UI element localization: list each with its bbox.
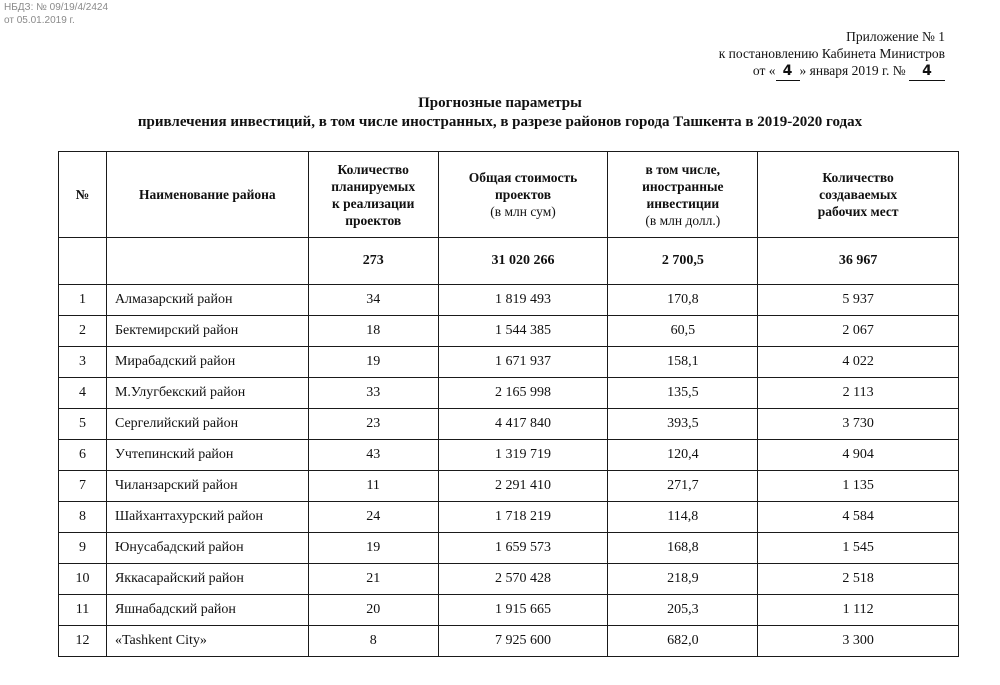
header-num: № (59, 152, 107, 238)
appendix-date-line (719, 62, 945, 81)
header-cost (438, 152, 608, 238)
cell-projects: 43 (308, 440, 438, 471)
cell-jobs: 4 584 (758, 502, 959, 533)
table-row (59, 595, 959, 626)
cell-district-name: Бектемирский район (106, 316, 308, 347)
table-row (59, 533, 959, 564)
total-row (59, 238, 959, 285)
cell-foreign: 60,5 (608, 316, 758, 347)
cell-cost: 1 544 385 (438, 316, 608, 347)
cell-cost: 2 165 998 (438, 378, 608, 409)
cell-cost: 1 819 493 (438, 285, 608, 316)
cell-district-name: Чиланзарский район (106, 471, 308, 502)
cell-projects: 21 (308, 564, 438, 595)
cell-jobs: 5 937 (758, 285, 959, 316)
header-jobs (758, 152, 959, 238)
cell-jobs: 1 135 (758, 471, 959, 502)
cell-district-name: Сергелийский район (106, 409, 308, 440)
cell-cost: 1 718 219 (438, 502, 608, 533)
cell-jobs: 2 518 (758, 564, 959, 595)
cell-district-name: Юнусабадский район (106, 533, 308, 564)
cell-projects: 20 (308, 595, 438, 626)
header-cost-line: проектов (495, 187, 551, 202)
cell-cost: 7 925 600 (438, 626, 608, 657)
appendix-resolution: к постановлению Кабинета Министров (718, 46, 945, 61)
header-projects-line: Количество (337, 161, 409, 177)
header-foreign (608, 152, 758, 238)
table-row (59, 378, 959, 409)
document-title (0, 94, 1000, 132)
date-prefix: от « (752, 63, 776, 78)
table-row (59, 285, 959, 316)
cell-district-name: Яшнабадский район (106, 595, 308, 626)
cell-jobs: 1 112 (758, 595, 959, 626)
header-projects-line: проектов (345, 212, 402, 228)
header-projects (308, 152, 438, 238)
cell-foreign: 271,7 (608, 471, 758, 502)
table-row (59, 316, 959, 347)
cell-cost: 1 671 937 (438, 347, 608, 378)
cell-cost: 1 319 719 (438, 440, 608, 471)
cell-num: 1 (59, 285, 107, 316)
title-line-1: Прогнозные параметры (418, 95, 582, 111)
total-foreign: 2 700,5 (608, 238, 758, 285)
table-row (59, 409, 959, 440)
cell-projects: 24 (308, 502, 438, 533)
cell-jobs: 4 022 (758, 347, 959, 378)
registration-stamp (4, 1, 108, 27)
cell-num: 11 (59, 595, 107, 626)
resolution-number: 4 (909, 63, 945, 81)
registration-number: НБДЗ: № 09/19/4/2424 (4, 2, 109, 13)
title-line-2: привлечения инвестиций, в том числе иностранных, в разрезе районов города Ташкента в 2019-2020 годах (137, 114, 863, 130)
table-row (59, 347, 959, 378)
total-jobs: 36 967 (758, 238, 959, 285)
date-day: 4 (776, 63, 800, 81)
cell-num: 4 (59, 378, 107, 409)
cell-projects: 33 (308, 378, 438, 409)
table-row (59, 440, 959, 471)
header-projects-line: к реализации (331, 195, 415, 211)
cell-jobs: 3 300 (758, 626, 959, 657)
cell-jobs: 2 067 (758, 316, 959, 347)
cell-district-name: М.Улугбекский район (106, 378, 308, 409)
cell-jobs: 4 904 (758, 440, 959, 471)
cell-num: 8 (59, 502, 107, 533)
cell-num: 7 (59, 471, 107, 502)
cell-cost: 1 659 573 (438, 533, 608, 564)
table-row (59, 471, 959, 502)
cell-cost: 2 570 428 (438, 564, 608, 595)
cell-projects: 19 (308, 347, 438, 378)
investment-table (58, 151, 959, 657)
header-foreign-line: в том числе, (645, 161, 721, 177)
header-cost-unit: (в млн сум) (490, 204, 556, 219)
cell-foreign: 170,8 (608, 285, 758, 316)
cell-num: 9 (59, 533, 107, 564)
cell-projects: 11 (308, 471, 438, 502)
cell-foreign: 158,1 (608, 347, 758, 378)
cell-foreign: 218,9 (608, 564, 758, 595)
cell-num: 2 (59, 316, 107, 347)
table-row (59, 502, 959, 533)
cell-district-name: «Tashkent City» (106, 626, 308, 657)
cell-projects: 19 (308, 533, 438, 564)
cell-num: 5 (59, 409, 107, 440)
cell-num: 12 (59, 626, 107, 657)
total-name (106, 238, 308, 285)
total-cost: 31 020 266 (438, 238, 608, 285)
registration-date: от 05.01.2019 г. (4, 15, 75, 26)
cell-projects: 18 (308, 316, 438, 347)
appendix-title: Приложение № 1 (846, 29, 945, 44)
cell-foreign: 114,8 (608, 502, 758, 533)
cell-district-name: Алмазарский район (106, 285, 308, 316)
cell-foreign: 205,3 (608, 595, 758, 626)
table-row (59, 626, 959, 657)
table-header-row (59, 152, 959, 238)
cell-num: 6 (59, 440, 107, 471)
header-foreign-line: инвестиции (646, 195, 720, 211)
header-projects-line: планируемых (331, 178, 416, 194)
cell-district-name: Шайхантахурский район (106, 502, 308, 533)
cell-projects: 34 (308, 285, 438, 316)
cell-district-name: Мирабадский район (106, 347, 308, 378)
header-jobs-line: рабочих мест (817, 204, 899, 219)
cell-projects: 23 (308, 409, 438, 440)
header-jobs-line: Количество (822, 170, 894, 185)
appendix-header (719, 28, 945, 81)
cell-projects: 8 (308, 626, 438, 657)
date-mid: » января 2019 г. № (799, 63, 906, 78)
cell-foreign: 682,0 (608, 626, 758, 657)
cell-foreign: 393,5 (608, 409, 758, 440)
cell-num: 10 (59, 564, 107, 595)
header-jobs-line: создаваемых (819, 187, 898, 202)
total-projects: 273 (308, 238, 438, 285)
header-foreign-line: иностранные (642, 178, 724, 194)
header-foreign-unit: (в млн долл.) (645, 212, 721, 228)
cell-cost: 4 417 840 (438, 409, 608, 440)
cell-foreign: 135,5 (608, 378, 758, 409)
cell-foreign: 120,4 (608, 440, 758, 471)
cell-jobs: 1 545 (758, 533, 959, 564)
cell-district-name: Яккасарайский район (106, 564, 308, 595)
cell-district-name: Учтепинский район (106, 440, 308, 471)
cell-num: 3 (59, 347, 107, 378)
header-cost-line: Общая стоимость (468, 170, 578, 185)
cell-jobs: 3 730 (758, 409, 959, 440)
total-num (59, 238, 107, 285)
cell-cost: 2 291 410 (438, 471, 608, 502)
cell-jobs: 2 113 (758, 378, 959, 409)
cell-cost: 1 915 665 (438, 595, 608, 626)
table-row (59, 564, 959, 595)
header-name: Наименование района (106, 152, 308, 238)
cell-foreign: 168,8 (608, 533, 758, 564)
